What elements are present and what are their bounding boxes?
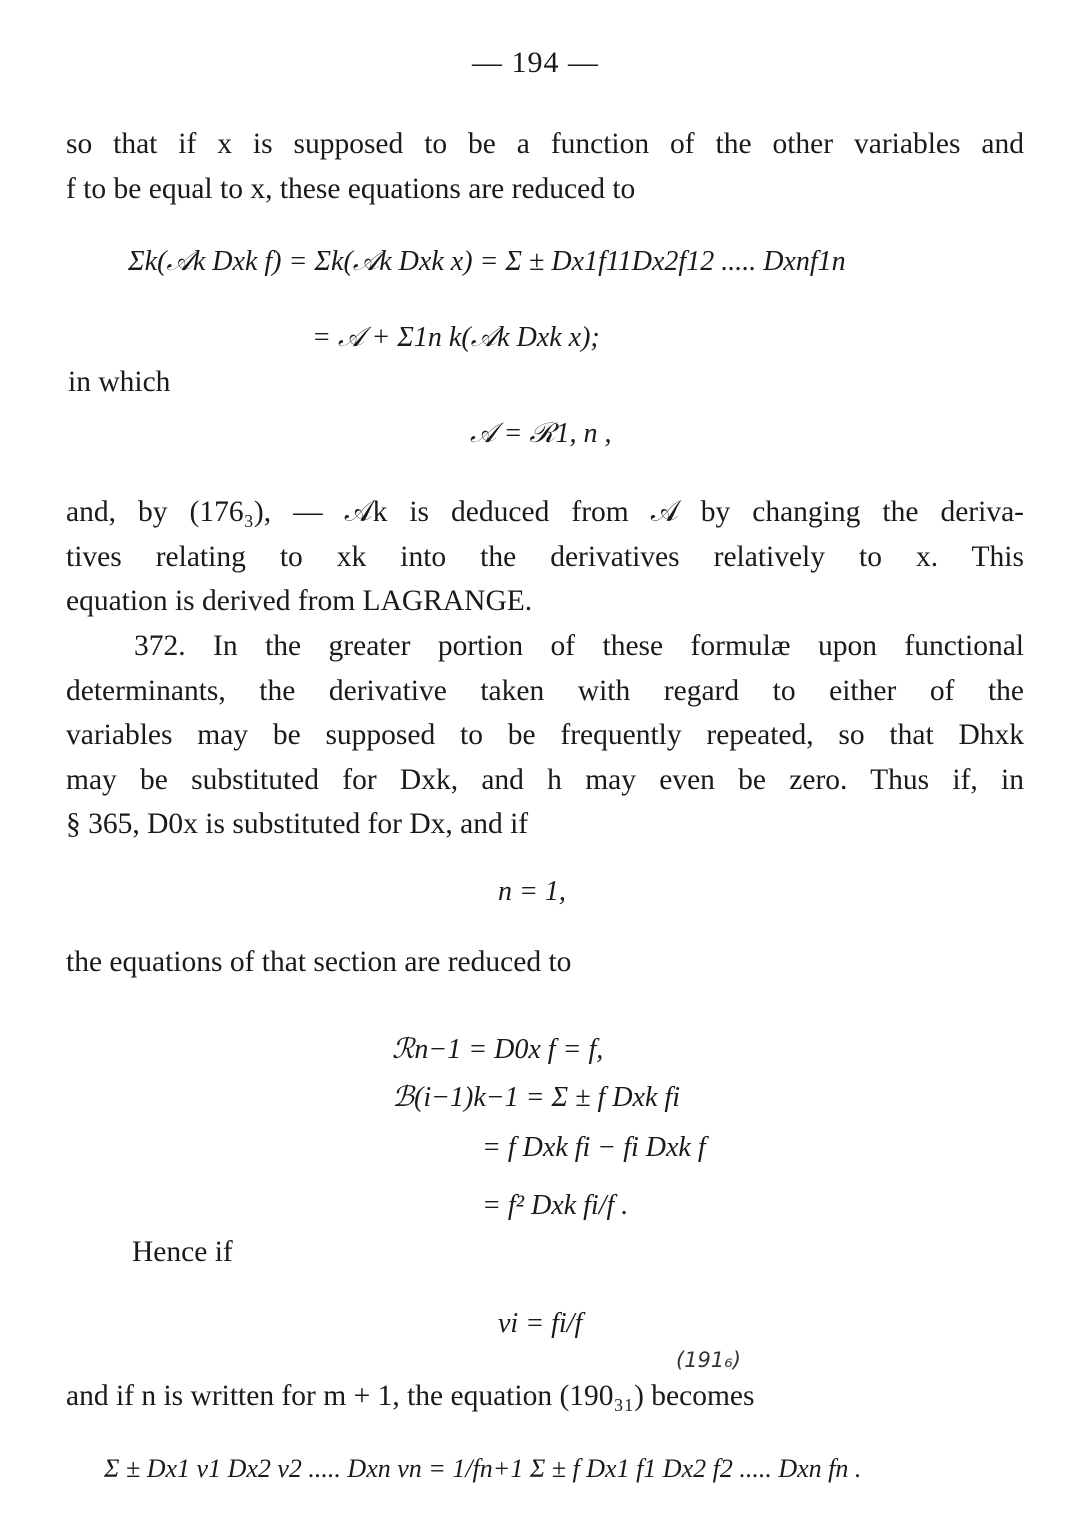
equation-1-line-2: = 𝒜 + Σ1n k(𝒜k Dxk x); [312, 322, 600, 353]
text-line: variables may be supposed to be frequently repeated, so that Dhxk [66, 719, 1024, 751]
equation-6: Σ ± Dx1 v1 Dx2 v2 ..... Dxn vn = 1/fn+1 Σ ± f Dx1 f1 Dx2 f2 ..... Dxn fn . [104, 1454, 862, 1483]
equation-4-line-1: ℛn−1 = D0x f = f, [392, 1034, 604, 1065]
equation-5: vi = fi/f [498, 1308, 583, 1339]
page-number: — 194 — [472, 46, 599, 79]
text-line: and, by (176₃), — 𝒜k is deduced from 𝒜 by changing the deriva- [66, 496, 1024, 528]
text-line: tives relating to xk into the derivatives relatively to x. This [66, 540, 1024, 573]
in-which-text: in which [68, 366, 171, 398]
equation-4-line-2: ℬ(i−1)k−1 = Σ ± f Dxk fi [392, 1082, 680, 1113]
handwritten-margin-note: (191₆) [676, 1348, 741, 1372]
paragraph-4: the equations of that section are reduced to [66, 946, 572, 978]
equation-3: n = 1, [498, 876, 566, 907]
text-line: may be substituted for Dxk, and h may even be zero. Thus if, in [66, 763, 1024, 796]
paragraph-5: and if n is written for m + 1, the equation (190₃₁) becomes [66, 1380, 755, 1412]
equation-4-line-4: = f² Dxk fi/f . [482, 1190, 629, 1221]
text-line: 372. In the greater portion of these formulæ upon functional [134, 630, 1024, 662]
paragraph-1 [66, 122, 1024, 211]
text-line: § 365, D0x is substituted for Dx, and if [66, 808, 529, 840]
equation-1-line-1: Σk(𝒜k Dxk f) = Σk(𝒜k Dxk x) = Σ ± Dx1f11Dx2f12 ..... Dxnf1n [128, 246, 846, 277]
equation-4-line-3: = f Dxk fi − fi Dxk f [482, 1132, 706, 1163]
paragraph-2 [66, 490, 1024, 624]
text-line: f to be equal to x, these equations are reduced to [66, 172, 636, 205]
text-line: so that if x is supposed to be a function of the other variables and [66, 128, 1024, 160]
hence-if-text: Hence if [132, 1236, 233, 1268]
paragraph-3 [66, 624, 1024, 847]
text-line: equation is derived from LAGRANGE. [66, 585, 533, 617]
text-line: determinants, the derivative taken with regard to either of the [66, 674, 1024, 707]
equation-2: 𝒜 = ℛ1, n , [470, 418, 612, 449]
